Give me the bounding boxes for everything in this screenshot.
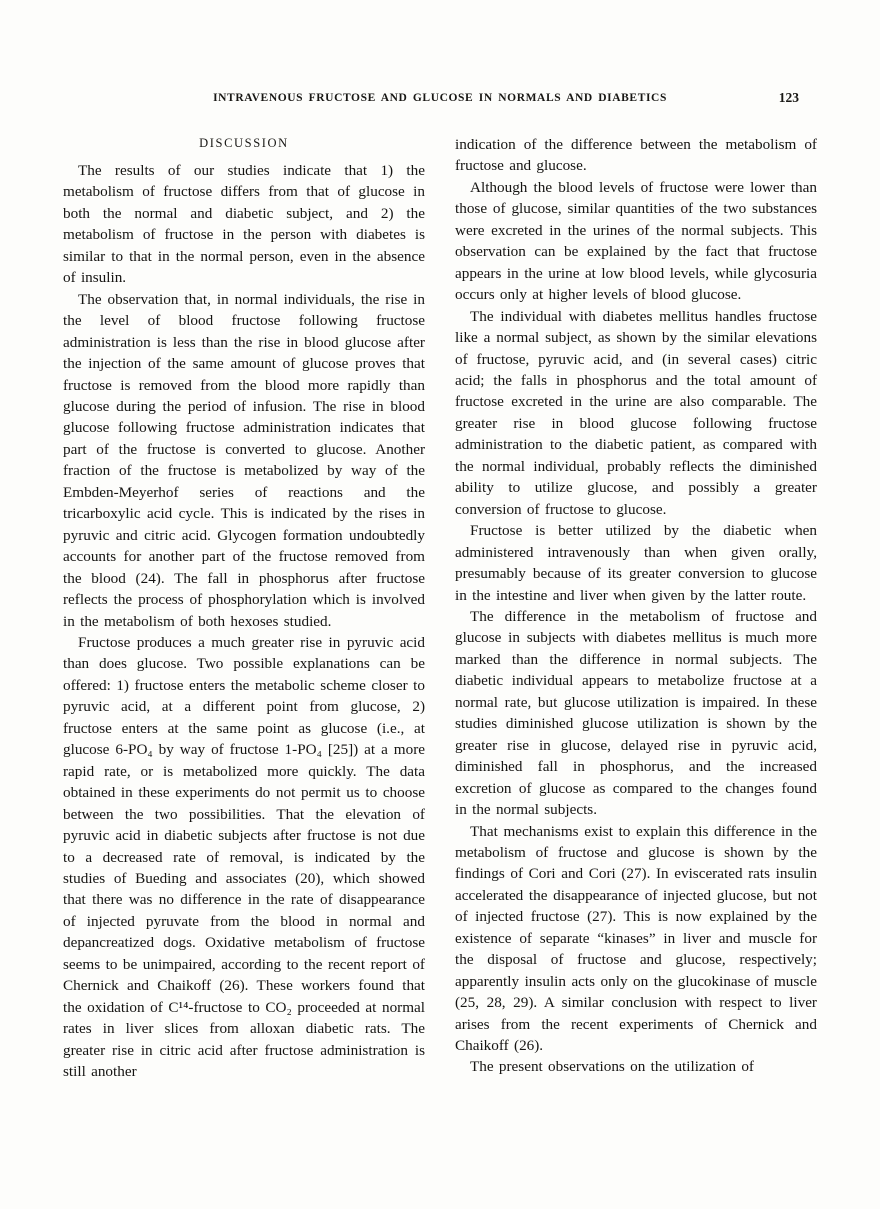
text-columns: [63, 134, 817, 1082]
paragraph: The present observations on the utilization of: [470, 1058, 754, 1076]
right-column: [455, 134, 817, 1082]
paragraph: Fructose produces a much greater rise in pyruvic acid than does glucose. Two possible explanations can be offered: 1) fructose enters the metabolic scheme closer to pyruvic acid, at a different point from glucose, 2) fructose enters at the same point as glucose (i.e., at glucose 6-PO₄ by way of fructose 1-PO₄ [25]) at a more rapid rate, or is metabolized more quickly. The data obtained in these experiments do not permit us to choose between the two possibilities. That the elevation of pyruvic acid in diabetic subjects after fructose is not due to a decreased rate of removal, is indicated by the studies of Bueding and associates (20), which showed that there was no difference in the rate of disappearance of injected pyruvate from the blood in normal and depancreatized dogs. Oxidative metabolism of fructose seems to be unimpaired, according to the recent report of Chernick and Chaikoff (26). These workers found that the oxidation of C¹⁴-fructose to CO₂ proceeded at normal rates in liver slices from alloxan diabetic rats. The greater rise in citric acid after fructose administration is still another: [63, 633, 425, 1081]
paragraph: The results of our studies indicate that 1) the metabolism of fructose differs from that of glucose in both the normal and diabetic subject, and 2) the metabolism of fructose in the person with diabetes is similar to that in the normal person, even in the absence of insulin.: [63, 162, 425, 287]
paragraph: That mechanisms exist to explain this difference in the metabolism of fructose and glucose is shown by the findings of Cori and Cori (27). In eviscerated rats insulin accelerated the disappearance of injected glucose, but not of injected fructose (27). This is now explained by the existence of separate “kinases” in liver and muscle for the disposal of fructose and glucose, respectively; apparently insulin acts only on the glucokinase of muscle (25, 28, 29). A similar conclusion with respect to liver arises from the recent experiments of Chernick and Chaikoff (26).: [455, 822, 817, 1055]
paragraph: The difference in the metabolism of fructose and glucose in subjects with diabetes mellitus is much more marked than the difference in normal subjects. The diabetic individual appears to metabolize fructose at a normal rate, but glucose utilization is impaired. In these studies diminished glucose utilization is shown by the greater rise in glucose, delayed rise in pyruvic acid, diminished fall in phosphorus, and the increased excretion of glucose as compared to the changes found in the normal subjects.: [455, 607, 817, 819]
page-header: [63, 92, 817, 110]
running-head-title: INTRAVENOUS FRUCTOSE AND GLUCOSE IN NORMALS AND DIABETICS: [213, 92, 667, 104]
paragraph: The individual with diabetes mellitus handles fructose like a normal subject, as shown by the similar elevations of fructose, pyruvic acid, and (in several cases) citric acid; the falls in phosphorus and the total amount of fructose excreted in the urine are also comparable. The greater rise in blood glucose following fructose administration to the diabetic patient, as compared with the normal individual, probably reflects the diminished ability to utilize glucose, and possibly a greater conversion of fructose to glucose.: [455, 307, 817, 518]
paragraph-continuation: indication of the difference between the metabolism of fructose and glucose.: [455, 136, 817, 175]
section-heading-discussion: DISCUSSION: [199, 136, 289, 150]
left-column: [63, 134, 425, 1082]
paragraph: The observation that, in normal individuals, the rise in the level of blood fructose following fructose administration is less than the rise in blood glucose after the injection of the same amount of glucose proves that fructose is removed from the blood more rapidly than glucose during the period of infusion. The rise in blood glucose following fructose administration indicates that part of the fructose is converted to glucose. Another fraction of the fructose is metabolized by way of the Embden-Meyerhof series of reactions and the tricarboxylic acid cycle. This is indicated by the rises in pyruvic and citric acid. Glycogen formation undoubtedly accounts for another part of the fructose removed from the blood (24). The fall in phosphorus after fructose reflects the process of phosphorylation which is involved in the metabolism of both hexoses studied.: [63, 290, 425, 630]
paragraph: Although the blood levels of fructose were lower than those of glucose, similar quantities of the two substances were excreted in the urines of the normal subjects. This observation can be explained by the fact that fructose appears in the urine at low blood levels, while glycosuria occurs only at higher levels of blood glucose.: [455, 178, 817, 304]
page-number: 123: [778, 90, 799, 105]
paragraph: Fructose is better utilized by the diabetic when administered intravenously than when given orally, presumably because of its greater conversion to glucose in the intestine and liver when given by the latter route.: [455, 522, 817, 604]
